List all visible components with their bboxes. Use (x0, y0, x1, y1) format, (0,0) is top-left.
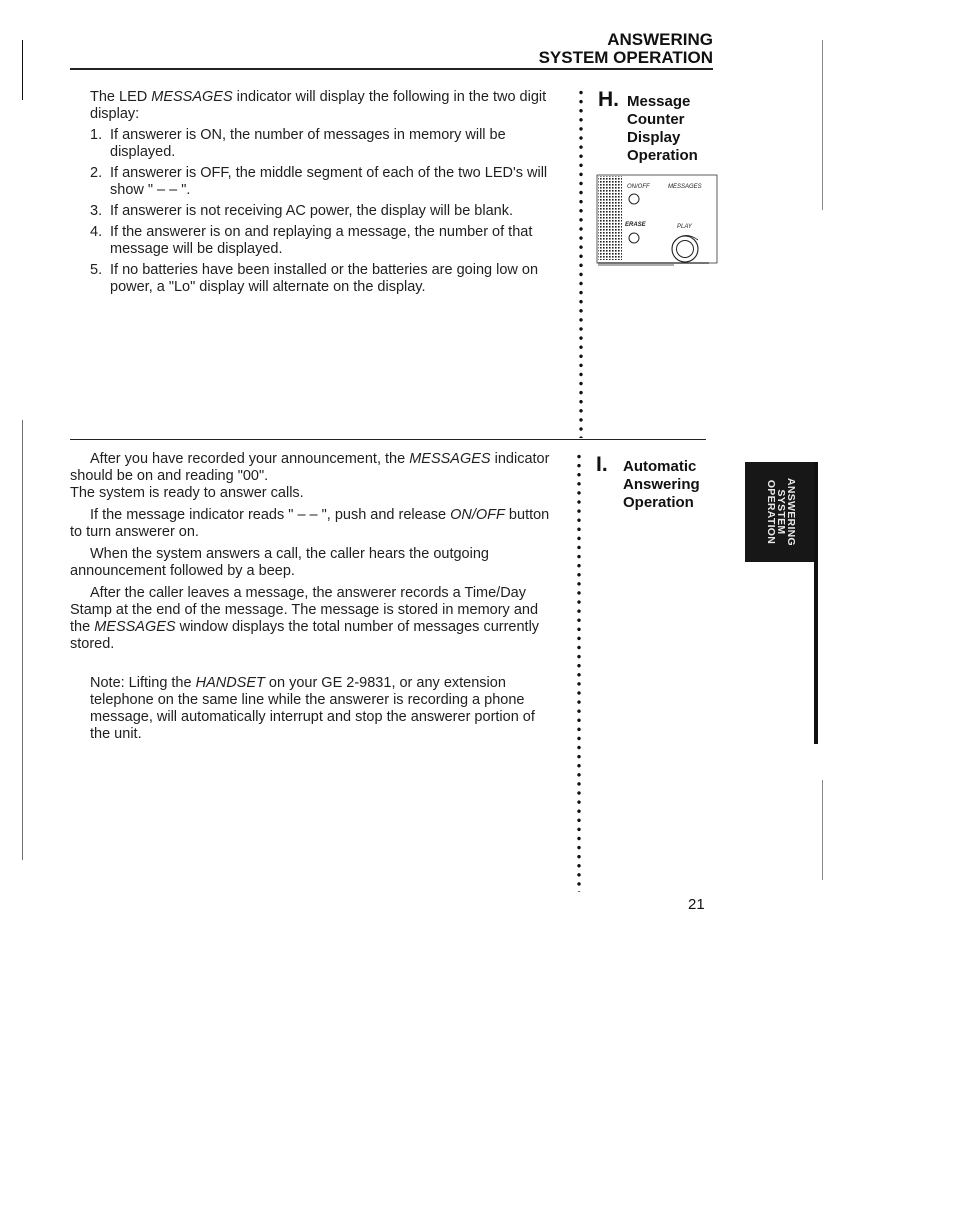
section-h-list (70, 127, 570, 296)
header-line-1: ANSWERING (607, 30, 713, 49)
speaker-grille (598, 176, 622, 260)
section-i-paragraph-4: After the caller leaves a message, the answerer records a Time/Day Stamp at the end of the message. The message is stored in memory and the MESSAGES window displays the total number of messages currently stored. (70, 585, 540, 652)
left-edge-line (22, 40, 23, 100)
list-item: 1. If answerer is ON, the number of messages in memory will be displayed. (90, 127, 506, 160)
left-edge-line (22, 420, 23, 860)
section-i-paragraph-2: If the message indicator reads " – – ", push and release ON/OFF button to turn answerer on. (70, 507, 550, 540)
section-i-paragraph-3: When the system answers a call, the caller hears the outgoing announcement followed by a beep. (70, 546, 489, 579)
section-h-body (70, 89, 570, 300)
section-i-note: Note: Lifting the HANDSET on your GE 2-9831, or any extension telephone on the same line while the answerer is recording a phone message, will automatically interrupt and stop the answerer portion of the unit. (90, 675, 535, 742)
page-number: 21 (688, 896, 705, 913)
list-item: 2. If answerer is OFF, the middle segment of each of the two LED's will show " – – ". (90, 165, 548, 198)
header-line-2: SYSTEM OPERATION (538, 48, 713, 67)
onoff-button (629, 194, 639, 204)
section-i-body (70, 451, 550, 743)
section-i-paragraph-1: After you have recorded your announcement, the MESSAGES indicator should be on and reading "00". (70, 451, 550, 484)
header-rule (70, 68, 713, 70)
dotted-separator (577, 452, 581, 892)
erase-button (629, 233, 639, 243)
dotted-separator (579, 88, 583, 438)
list-item: 4. If the answerer is on and replaying a message, the number of that message will be displayed. (90, 224, 533, 257)
side-tab-bar (814, 462, 818, 744)
section-i-paragraph-1b: The system is ready to answer calls. (70, 485, 304, 501)
section-i-title: Automatic Answering Operation (623, 458, 700, 511)
right-edge-line (822, 780, 823, 880)
side-tab (745, 462, 816, 562)
list-item: 5. If no batteries have been installed or the batteries are going low on power, a "Lo" display will alternate on the display. (90, 262, 539, 295)
side-tab-label: ANSWERING SYSTEM OPERATION (764, 477, 797, 547)
control-panel-illustration (594, 172, 720, 268)
list-item: 3. If answerer is not receiving AC power, the display will be blank. (90, 203, 513, 219)
section-i-letter: I. (596, 453, 608, 476)
section-h-title: Message Counter Display Operation (627, 93, 698, 164)
panel-label-play: PLAY (677, 224, 692, 230)
panel-label-erase: ERASE (625, 222, 646, 228)
panel-label-messages: MESSAGES (668, 184, 702, 190)
section-h-letter: H. (598, 88, 619, 111)
section-divider (70, 439, 706, 440)
right-edge-line (822, 40, 823, 210)
section-h-intro: The LED MESSAGES indicator will display the following in the two digit display: (90, 89, 547, 122)
page-header (539, 31, 713, 67)
panel-label-onoff: ON/OFF (627, 184, 650, 190)
